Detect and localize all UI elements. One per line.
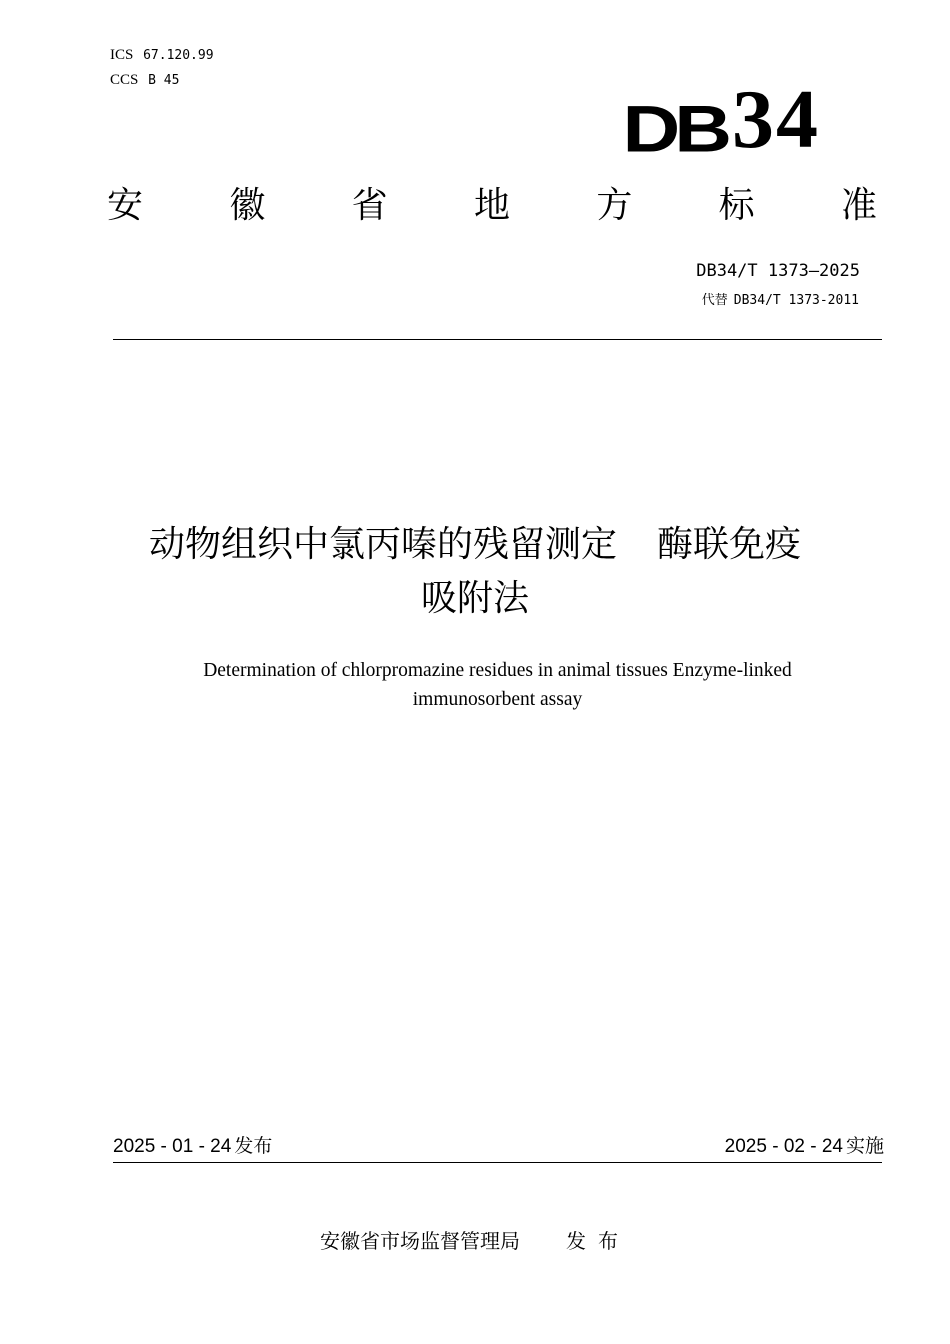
header-divider [113, 339, 882, 340]
db34-logo [622, 70, 820, 166]
standard-type-heading [107, 184, 877, 228]
issue-date-label: 发布 [234, 1135, 273, 1157]
replace-label: 代替 [701, 293, 728, 308]
standard-type-char: 省 [351, 185, 388, 226]
chinese-title-line-1 [0, 518, 950, 572]
publisher-action: 发布 [566, 1229, 630, 1253]
ics-code [110, 46, 214, 65]
publisher-line [0, 1226, 950, 1256]
logo-number: 34 [732, 73, 820, 166]
english-title-line-2: immunosorbent assay [412, 689, 583, 710]
ics-value: 67.120.99 [143, 48, 214, 63]
english-title [120, 656, 875, 714]
standard-type-char: 准 [840, 185, 877, 226]
standard-number: DB34/T 1373—2025 [696, 261, 860, 281]
standard-type-char: 方 [596, 185, 633, 226]
implementation-date-label: 实施 [845, 1135, 884, 1157]
english-title-line-1: Determination of chlorpromazine residues in animal tissues Enzyme-linked [203, 660, 792, 681]
chinese-title-line-2: 吸附法 [420, 578, 529, 619]
footer-divider [113, 1162, 882, 1163]
implementation-date-value: 2025 - 02 - 24 [724, 1136, 843, 1157]
logo-letters: DB [622, 92, 726, 166]
standard-type-char: 安 [107, 185, 144, 226]
chinese-title-main: 动物组织中氯丙嗪的残留测定 [148, 524, 617, 565]
ccs-label: CCS [110, 72, 139, 88]
chinese-title [0, 518, 950, 626]
issue-date [113, 1133, 272, 1160]
standard-type-char: 标 [718, 185, 755, 226]
standard-type-char: 地 [473, 185, 510, 226]
replaces-standard [702, 292, 859, 310]
ics-label: ICS [110, 47, 134, 63]
ccs-value: B 45 [148, 73, 180, 88]
replaced-standard-number: DB34/T 1373-2011 [733, 293, 859, 308]
chinese-title-method: 酶联免疫 [657, 524, 802, 565]
issue-date-value: 2025 - 01 - 24 [113, 1136, 232, 1157]
implementation-date [725, 1133, 884, 1160]
ccs-code [110, 71, 179, 90]
publisher-name: 安徽省市场监督管理局 [320, 1229, 520, 1253]
standard-type-char: 徽 [229, 185, 266, 226]
